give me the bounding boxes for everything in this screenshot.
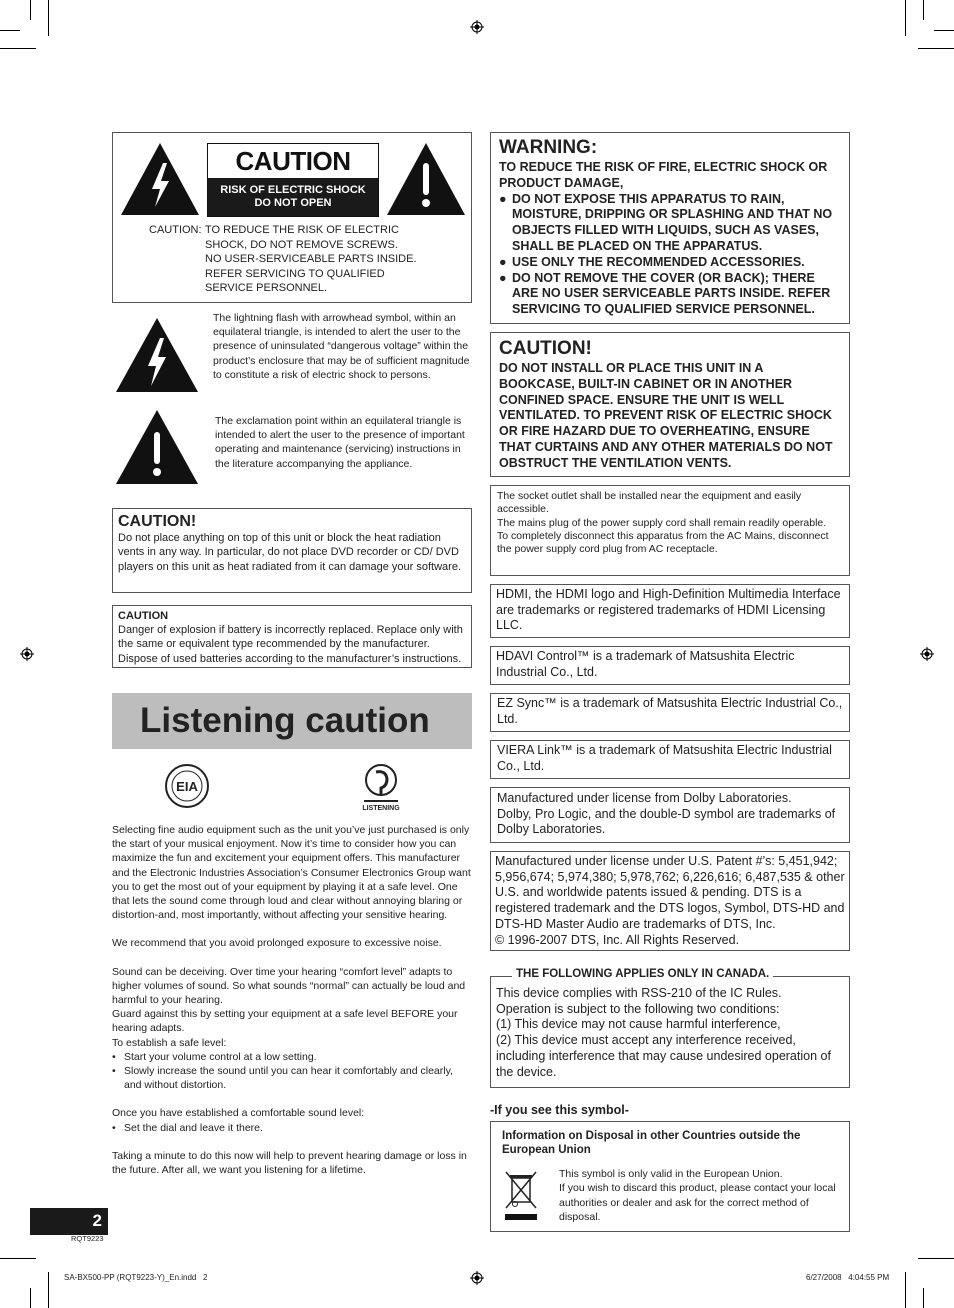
caution-install-title: CAUTION! [499, 338, 592, 359]
caution-battery-text: Danger of explosion if battery is incorrectly replaced. Replace only with the same or equivalent type recommended by the manufacturer. Dispose of used batteries according to the manufacturer’s instructions. [118, 624, 463, 665]
page-number: 2 [92, 1211, 102, 1230]
caution-install-box [490, 332, 850, 477]
listening-paragraph-5: Taking a minute to do this now will help to prevent hearing damage or loss in the future. After all, we want you listening for a lifetime. [112, 1149, 467, 1177]
warning-box [490, 132, 850, 324]
listening-paragraph-2: We recommend that you avoid prolonged exposure to excessive noise. [112, 937, 442, 950]
disposal-box [490, 1121, 850, 1232]
caution-battery-box [112, 605, 472, 668]
ezsync-trademark-box [490, 693, 850, 732]
file-name: SA-BX500-PP (RQT9223-Y)_En.indd 2 [64, 1273, 208, 1282]
caution-install-text: DO NOT INSTALL OR PLACE THIS UNIT IN A BOOKCASE, BUILT-IN CABINET OR IN ANOTHER CONFINED SPACE. ENSURE THE UNIT IS WELL VENTILATED. TO PREVENT RISK OF ELECTRIC SHOCK OR FIRE HAZARD DUE TO OVERHEATING, ENSURE THAT CURTAINS AND ANY OTHER MATERIALS DO NOT OBSTRUCT THE VENTILATION VENTS. [499, 361, 833, 470]
print-timestamp: 6/27/2008 4:04:55 PM [806, 1273, 890, 1282]
list-item: • Slowly increase the sound until you can hear it comfortably and clearly, and without distortion. [112, 1065, 453, 1092]
listening-title: Listening caution [140, 701, 430, 740]
caution-title-block [207, 143, 379, 217]
caution-battery-title: CAUTION [118, 610, 169, 622]
socket-outlet-text: The socket outlet shall be installed near the equipment and easily accessible. The mains plug of the power supply cord shall remain readily operable. To completely disconnect this apparatus from the AC Mains, disconnect the power supply cord plug from AC receptacle. [497, 490, 829, 556]
caution-heat-text: Do not place anything on top of this unit or block the heat radiation vents in any way. In particular, do not place DVD recorder or CD/ DVD players on this unit as heat radiated from it can damage your software. [118, 532, 462, 573]
dts-trademark-box [490, 851, 850, 951]
disposal-text: This symbol is only valid in the European Union. If you wish to discard this product, please contact your local authorities or dealer and ask for the correct method of disposal. [559, 1168, 836, 1223]
registration-mark-icon [920, 647, 934, 661]
listening-body [112, 823, 472, 1177]
lightning-explanation: The lightning flash with arrowhead symbol, within an equilateral triangle, is intended to alert the user to the presence of uninsulated “dangerous voltage” within the product’s enclosure that may be of sufficient magnitude to constitute a risk of electric shock to persons. [213, 312, 470, 381]
listening-logo-text: LISTENING [362, 805, 400, 812]
canada-text: This device complies with RSS-210 of the IC Rules. Operation is subject to the following two conditions: (1) This device may not cause harmful interference, (2) This device must accept any interference received, including interference that may cause undesired operation of the device. [496, 986, 831, 1079]
doc-code: RQT9223 [71, 1234, 104, 1243]
warning-list [499, 192, 841, 318]
warning-title: WARNING: [499, 137, 598, 158]
caution-panel-text [149, 223, 469, 296]
canada-title: THE FOLLOWING APPLIES ONLY IN CANADA. [512, 967, 773, 981]
hdmi-trademark-text: HDMI, the HDMI logo and High-Definition Multimedia Interface are trademarks or registered trademarks of HDMI Licensing LLC. [496, 587, 841, 633]
viera-trademark-box [490, 740, 850, 779]
hdavi-trademark-box [490, 646, 850, 685]
listening-bullet-list [112, 1050, 472, 1093]
crossed-out-wheelie-bin-icon [503, 1168, 539, 1222]
caution-subtitle: RISK OF ELECTRIC SHOCK DO NOT OPEN [208, 178, 378, 216]
registration-mark-icon [470, 1271, 484, 1285]
eia-logo-icon [164, 763, 210, 809]
dts-trademark-text: Manufactured under license under U.S. Patent #’s: 5,451,942; 5,956,674; 5,974,380; 5,978,762; 6,226,616; 6,487,535 & other U.S. and worldwide patents issued & pending. DTS is a registered trademark and the DTS logos, Symbol, DTS-HD and DTS-HD Master Audio are trademarks of DTS, Inc. © 1996-2007 DTS, Inc. All Rights Reserved. [495, 854, 845, 947]
exclamation-triangle-icon [114, 408, 200, 486]
ezsync-trademark-text: EZ Sync™ is a trademark of Matsushita Electric Industrial Co., Ltd. [497, 696, 843, 726]
disposal-heading: -If you see this symbol- [490, 1103, 629, 1117]
list-item: ● DO NOT REMOVE THE COVER (OR BACK); THERE ARE NO USER SERVICEABLE PARTS INSIDE. REFER SERVICING TO QUALIFIED SERVICE PERSONNEL. [499, 270, 831, 317]
listening-logo-icon [360, 762, 402, 814]
caution-heat-title: CAUTION! [118, 513, 197, 530]
canada-box [490, 976, 850, 1088]
disposal-title: Information on Disposal in other Countries outside the European Union [502, 1130, 801, 1156]
dolby-trademark-box [490, 787, 850, 843]
eia-logo-text: EIA [176, 779, 198, 794]
caution-label-panel [112, 132, 472, 303]
exclamation-explanation: The exclamation point within an equilateral triangle is intended to alert the user to the presence of important operating and maintenance (servicing) instructions in the literature accompanying the appliance. [215, 415, 465, 470]
caution-heat-box [112, 508, 472, 593]
listening-paragraph-1: Selecting fine audio equipment such as the unit you’ve just purchased is only the start of your musical enjoyment. Now it’s time to consider how you can maximize the fun and excitement your equipment offers. This manufacturer and the Electronic Industries Association’s Consumer Electronics Group want you to get the most out of your equipment by playing it at a safe level. One that lets the sound come through loud and clear without annoying blaring or distortion-and, most importantly, without affecting your sensitive hearing. [112, 824, 471, 922]
registration-mark-icon [470, 20, 484, 34]
dolby-trademark-text: Manufactured under license from Dolby Laboratories. Dolby, Pro Logic, and the double-D symbol are trademarks of Dolby Laboratories. [497, 791, 836, 837]
warning-intro: TO REDUCE THE RISK OF FIRE, ELECTRIC SHOCK OR PRODUCT DAMAGE, [499, 160, 828, 190]
listening-title-banner [112, 693, 472, 749]
caution-panel-label: CAUTION: [149, 224, 202, 236]
list-item: ● DO NOT EXPOSE THIS APPARATUS TO RAIN, MOISTURE, DRIPPING OR SPLASHING AND THAT NO OBJECTS FILLED WITH LIQUIDS, SUCH AS VASES, SHALL BE PLACED ON THE APPARATUS. [499, 191, 833, 253]
listening-paragraph-3: Sound can be deceiving. Over time your hearing “comfort level” adapts to higher volumes of sound. So what sounds “normal” can actually be loud and harmful to your hearing. Guard against this by setting your equipment at a safe level BEFORE your hearing adapts. To establish a safe level: [112, 965, 466, 1049]
listening-paragraph-4: Once you have established a comfortable sound level: [112, 1107, 365, 1120]
hdmi-trademark-box [490, 584, 850, 638]
lightning-triangle-icon [119, 141, 201, 217]
page-number-tab [30, 1208, 108, 1235]
hdavi-trademark-text: HDAVI Control™ is a trademark of Matsushita Electric Industrial Co., Ltd. [496, 649, 795, 679]
registration-mark-icon [20, 647, 34, 661]
exclamation-triangle-icon [385, 141, 467, 217]
lightning-triangle-icon [114, 316, 200, 394]
caution-panel-body: TO REDUCE THE RISK OF ELECTRIC SHOCK, DO NOT REMOVE SCREWS. NO USER-SERVICEABLE PARTS INSIDE. REFER SERVICING TO QUALIFIED SERVICE PERSONNEL. [205, 224, 417, 294]
list-item: ● USE ONLY THE RECOMMENDED ACCESSORIES. [499, 254, 805, 269]
socket-outlet-box [490, 485, 850, 576]
caution-title: CAUTION [235, 146, 351, 176]
list-item: • Set the dial and leave it there. [112, 1121, 263, 1134]
list-item: • Start your volume control at a low setting. [112, 1050, 317, 1063]
viera-trademark-text: VIERA Link™ is a trademark of Matsushita Electric Industrial Co., Ltd. [497, 743, 832, 773]
